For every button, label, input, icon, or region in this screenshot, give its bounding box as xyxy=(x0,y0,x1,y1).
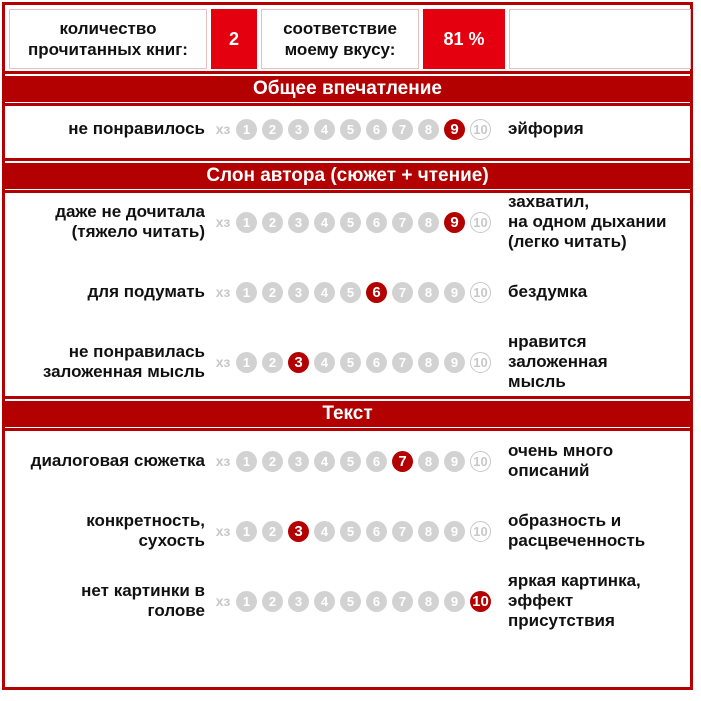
rating-dot[interactable]: 4 xyxy=(314,352,335,373)
rating-dot[interactable]: 8 xyxy=(418,591,439,612)
scale-right-label xyxy=(508,282,587,302)
rating-dot[interactable]: 10 xyxy=(470,521,491,542)
divider xyxy=(5,158,690,161)
rating-dot[interactable]: 8 xyxy=(418,282,439,303)
rating-dot[interactable]: 3 xyxy=(288,212,309,233)
rating-dot[interactable]: 1 xyxy=(236,451,257,472)
rating-dot[interactable]: 5 xyxy=(340,591,361,612)
label-line: эйфория xyxy=(508,119,584,138)
rating-dot[interactable]: 2 xyxy=(262,282,283,303)
rating-scale[interactable] xyxy=(210,281,496,303)
rating-dot[interactable]: 2 xyxy=(262,591,283,612)
scale-left-label xyxy=(55,202,205,242)
rating-dot[interactable]: 4 xyxy=(314,451,335,472)
rating-dot[interactable]: 6 xyxy=(366,119,387,140)
section-header-text: Текст xyxy=(5,401,690,427)
label-line: яркая картинка, xyxy=(508,571,641,590)
label-line: диалоговая сюжетка xyxy=(30,451,205,470)
rating-scale[interactable] xyxy=(210,211,496,233)
rating-dot-selected[interactable]: 9 xyxy=(444,212,465,233)
scale-right-label xyxy=(508,511,645,551)
rating-dot[interactable]: 5 xyxy=(340,352,361,373)
rating-dot[interactable]: 1 xyxy=(236,521,257,542)
section-header-author-style: Слон автора (сюжет + чтение) xyxy=(5,163,690,189)
rating-dot[interactable]: 4 xyxy=(314,212,335,233)
rating-dot[interactable]: 4 xyxy=(314,521,335,542)
scale-left-label xyxy=(81,581,205,621)
rating-dot[interactable]: 7 xyxy=(392,212,413,233)
rating-dot[interactable]: 2 xyxy=(262,451,283,472)
rating-dot[interactable]: 5 xyxy=(340,212,361,233)
rating-dot[interactable]: 2 xyxy=(262,352,283,373)
rating-dot-selected[interactable]: 3 xyxy=(288,521,309,542)
rating-scale[interactable] xyxy=(210,351,496,373)
label-line: не понравилась xyxy=(68,342,205,361)
label-line: эффект xyxy=(508,591,574,610)
rating-dot[interactable]: 1 xyxy=(236,212,257,233)
rating-dot[interactable]: 9 xyxy=(444,451,465,472)
rating-dot[interactable]: 7 xyxy=(392,119,413,140)
rating-dot[interactable]: 7 xyxy=(392,282,413,303)
rating-dot[interactable]: 8 xyxy=(418,352,439,373)
rating-dot[interactable]: 3 xyxy=(288,282,309,303)
unknown-option[interactable]: хз xyxy=(215,214,231,230)
scale-left-label xyxy=(43,342,205,382)
scale-left-label xyxy=(31,451,205,471)
rating-dot[interactable]: 3 xyxy=(288,119,309,140)
rating-dot[interactable]: 6 xyxy=(366,521,387,542)
label-line: расцвеченность xyxy=(508,531,646,550)
scale-left-label xyxy=(86,511,205,551)
rating-dot[interactable]: 7 xyxy=(392,352,413,373)
rating-dot[interactable]: 1 xyxy=(236,119,257,140)
books-count-label: количество прочитанных книг: xyxy=(9,9,207,69)
rating-dot[interactable]: 4 xyxy=(314,282,335,303)
label-line: захватил, xyxy=(508,192,590,211)
rating-dot[interactable]: 10 xyxy=(470,212,491,233)
rating-dot[interactable]: 10 xyxy=(470,451,491,472)
rating-dot[interactable]: 6 xyxy=(366,352,387,373)
label-line: заложенная xyxy=(508,352,608,371)
rating-dot[interactable]: 4 xyxy=(314,591,335,612)
unknown-option[interactable]: хз xyxy=(215,523,231,539)
scale-left-label xyxy=(88,282,205,302)
rating-card xyxy=(2,2,693,690)
rating-dot[interactable]: 4 xyxy=(314,119,335,140)
rating-scale[interactable] xyxy=(210,450,496,472)
label-line: для подумать xyxy=(87,282,205,301)
label-line: даже не дочитала xyxy=(55,202,205,221)
label-line: описаний xyxy=(508,461,590,480)
label-line: (легко читать) xyxy=(508,232,627,251)
section-header-overall: Общее впечатление xyxy=(5,76,690,102)
rating-dot-selected[interactable]: 7 xyxy=(392,451,413,472)
divider xyxy=(5,71,690,74)
rating-dot[interactable]: 7 xyxy=(392,521,413,542)
rating-dot[interactable]: 8 xyxy=(418,119,439,140)
rating-dot[interactable]: 5 xyxy=(340,119,361,140)
label-line: на одном дыхании xyxy=(508,212,667,231)
rating-dot[interactable]: 5 xyxy=(340,521,361,542)
rating-dot[interactable]: 2 xyxy=(262,119,283,140)
rating-dot-selected[interactable]: 3 xyxy=(288,352,309,373)
label-line: конкретность, xyxy=(86,511,205,530)
rating-dot[interactable]: 8 xyxy=(418,451,439,472)
rating-dot[interactable]: 1 xyxy=(236,352,257,373)
rating-dot[interactable]: 8 xyxy=(418,212,439,233)
label-line: бездумка xyxy=(508,282,588,301)
rating-dot[interactable]: 9 xyxy=(444,591,465,612)
label-line: очень много xyxy=(508,441,614,460)
scale-left-label xyxy=(68,119,205,139)
rating-dot[interactable]: 9 xyxy=(444,282,465,303)
rating-dot[interactable]: 3 xyxy=(288,451,309,472)
rating-dot[interactable]: 8 xyxy=(418,521,439,542)
rating-dot[interactable]: 6 xyxy=(366,212,387,233)
rating-dot[interactable]: 1 xyxy=(236,282,257,303)
label-line: (тяжело читать) xyxy=(71,222,205,241)
summary-row xyxy=(5,5,690,73)
label-line: нравится xyxy=(508,332,587,351)
divider xyxy=(5,428,690,431)
taste-match-label: соответствие моему вкусу: xyxy=(261,9,419,69)
scale-right-label xyxy=(508,192,667,252)
divider xyxy=(5,396,690,399)
unknown-option[interactable]: хз xyxy=(215,284,231,300)
rating-scale[interactable] xyxy=(210,590,496,612)
unknown-option[interactable]: хз xyxy=(215,354,231,370)
rating-dot-selected[interactable]: 6 xyxy=(366,282,387,303)
scale-right-label xyxy=(508,332,608,392)
rating-dot[interactable]: 6 xyxy=(366,591,387,612)
divider xyxy=(5,103,690,106)
unknown-option[interactable]: хз xyxy=(215,121,231,137)
rating-scale[interactable] xyxy=(210,118,496,140)
label-line: не понравилось xyxy=(68,119,205,138)
label-line: нет картинки в xyxy=(81,581,205,600)
rating-dot[interactable]: 3 xyxy=(288,591,309,612)
rating-dot[interactable]: 2 xyxy=(262,212,283,233)
rating-dot[interactable]: 5 xyxy=(340,282,361,303)
label-line: голове xyxy=(147,601,205,620)
unknown-option[interactable]: хз xyxy=(215,453,231,469)
rating-dot[interactable]: 10 xyxy=(470,119,491,140)
taste-match-value: 81 % xyxy=(423,9,505,69)
scale-right-label xyxy=(508,119,584,139)
rating-scale[interactable] xyxy=(210,520,496,542)
rating-dot[interactable]: 2 xyxy=(262,521,283,542)
scale-right-label xyxy=(508,571,641,631)
rating-dot-selected[interactable]: 9 xyxy=(444,119,465,140)
unknown-option[interactable]: хз xyxy=(215,593,231,609)
books-count-value: 2 xyxy=(211,9,257,69)
label-line: мысль xyxy=(508,372,566,391)
label-line: сухость xyxy=(138,531,205,550)
rating-dot-selected[interactable]: 10 xyxy=(470,591,491,612)
label-line: присутствия xyxy=(508,611,615,630)
rating-dot[interactable]: 9 xyxy=(444,352,465,373)
empty-cell xyxy=(509,9,691,69)
rating-dot[interactable]: 7 xyxy=(392,591,413,612)
rating-dot[interactable]: 9 xyxy=(444,521,465,542)
rating-dot[interactable]: 6 xyxy=(366,451,387,472)
rating-dot[interactable]: 10 xyxy=(470,352,491,373)
label-line: заложенная мысль xyxy=(42,362,205,381)
scale-right-label xyxy=(508,441,613,481)
rating-dot[interactable]: 1 xyxy=(236,591,257,612)
label-line: образность и xyxy=(508,511,622,530)
rating-dot[interactable]: 10 xyxy=(470,282,491,303)
rating-dot[interactable]: 5 xyxy=(340,451,361,472)
